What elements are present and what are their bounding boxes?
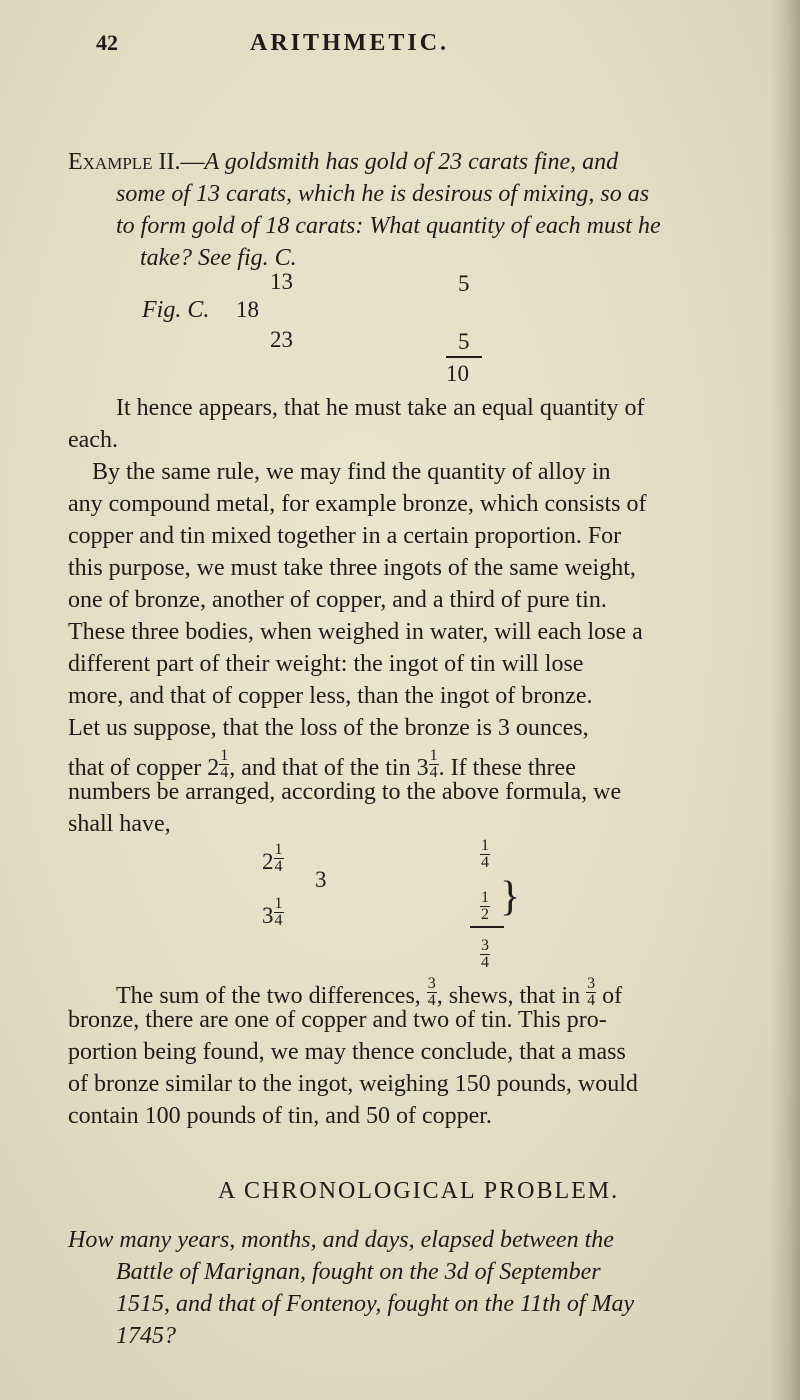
para2-line-11: numbers be arranged, according to the above formula, we [68,779,622,805]
fig-c-value-18: 18 [236,297,259,322]
fraction-numerator: 3 [427,975,436,992]
para2-line-10-a: that of copper 2 [68,755,220,781]
para2-line-3: copper and tin mixed together in a certain proportion. For [68,523,622,549]
fig2-bronze-value: 3 [315,867,327,892]
fig2-sum-fraction [480,938,490,971]
fig2-tin-value [262,896,284,929]
fraction-denominator: 2 [481,906,489,923]
fraction-denominator: 4 [481,854,489,871]
example-line-3: to form gold of 18 carats: What quantity of each must he [116,213,661,239]
fraction-denominator: 4 [429,764,438,781]
para3-line-3: portion being found, we may thence conclude, that a mass [68,1039,626,1065]
fig-c-value-13: 13 [270,269,293,294]
fraction-denominator: 4 [587,992,596,1009]
para2-line-2: any compound metal, for example bronze, which consists of [68,491,647,517]
fig2-copper-fraction [274,842,284,875]
para2-line-9: Let us suppose, that the loss of the bronze is 3 ounces, [68,715,589,741]
fraction-denominator: 4 [274,912,283,929]
fig-c-label: Fig. C. [142,297,210,323]
para2-line-10-c: . If these three [438,755,576,781]
para2-line-6: These three bodies, when weighed in water, will each lose a [68,619,643,645]
fraction-numerator: 1 [481,837,489,854]
para1-line-2: each. [68,427,118,453]
para3-line-1 [116,976,622,1009]
para3-line-2: bronze, there are one of copper and two of tin. This pro- [68,1007,607,1033]
page-gutter-shadow [770,0,800,1400]
fig-c-total: 10 [446,361,469,386]
fig2-diff-quarter [480,838,490,871]
section-heading: A CHRONOLOGICAL PROBLEM. [218,1178,620,1204]
para3-line-5: contain 100 pounds of tin, and 50 of copper. [68,1103,492,1129]
fig-c-diff-5b: 5 [458,329,470,354]
para2-line-4: this purpose, we must take three ingots of the same weight, [68,555,636,581]
fraction-one-quarter [219,748,229,781]
fraction-numerator: 3 [587,975,596,992]
fraction-denominator: 4 [274,858,283,875]
problem-line-1: How many years, months, and days, elapsed between the [68,1227,614,1253]
page-number: 42 [96,30,118,55]
para3-text-c: of [596,983,623,1009]
fig-c-value-23: 23 [270,327,293,352]
para2-line-5: one of bronze, another of copper, and a third of pure tin. [68,587,607,613]
fig2-diff-half-fraction [480,890,490,923]
fraction-denominator: 4 [427,992,436,1009]
fraction-one-quarter-b [429,748,439,781]
para2-line-10-b: , and that of the tin 3 [229,755,429,781]
fig2-sum-rule [470,926,504,928]
fraction-numerator: 1 [481,889,489,906]
para3-text-b: , shews, that in [436,983,587,1009]
fig-c-diff-5a: 5 [458,271,470,296]
example-text-1: A goldsmith has gold of 23 carats fine, and [204,149,619,175]
fraction-numerator: 3 [481,937,489,954]
para2-line-10 [68,748,576,781]
fraction-three-quarters [427,976,437,1009]
fig2-brace: } [500,874,521,920]
fig2-whole-3: 3 [262,903,274,928]
problem-line-2: Battle of Marignan, fought on the 3d of September [116,1259,601,1285]
problem-line-4: 1745? [116,1323,176,1349]
fraction-numerator: 1 [429,747,438,764]
para3-line-4: of bronze similar to the ingot, weighing 150 pounds, would [68,1071,638,1097]
fig2-copper-value [262,842,284,875]
para2-line-8: more, and that of copper less, than the ingot of bronze. [68,683,593,709]
example-line-1 [68,150,618,174]
para3-text-a: The sum of the two differences, [116,983,427,1009]
fraction-numerator: 1 [274,895,283,912]
problem-line-3: 1515, and that of Fontenoy, fought on the 11th of May [116,1291,635,1317]
fig2-whole-2: 2 [262,849,274,874]
example-line-2: some of 13 carats, which he is desirous of mixing, so as [116,181,650,207]
para2-line-7: different part of their weight: the ingot of tin will lose [68,651,584,677]
para2-line-12: shall have, [68,811,171,837]
fraction-numerator: 1 [274,841,283,858]
fraction-three-quarters-b [586,976,596,1009]
fig2-tin-fraction [274,896,284,929]
fig2-diff-half [480,890,490,923]
para2-line-1: By the same rule, we may find the quantity of alloy in [92,459,611,485]
running-title: ARITHMETIC. [250,30,450,56]
fraction-denominator: 4 [481,954,489,971]
para1-line-1: It hence appears, that he must take an equal quantity of [116,395,645,421]
fig-c-sum-rule [446,356,482,358]
example-line-4: take? See fig. C. [140,245,297,271]
example-label: Example II.— [68,149,205,175]
fig2-sum [480,938,490,971]
fraction-numerator: 1 [220,747,229,764]
fig2-diff-quarter-fraction [480,838,490,871]
fraction-denominator: 4 [220,764,229,781]
